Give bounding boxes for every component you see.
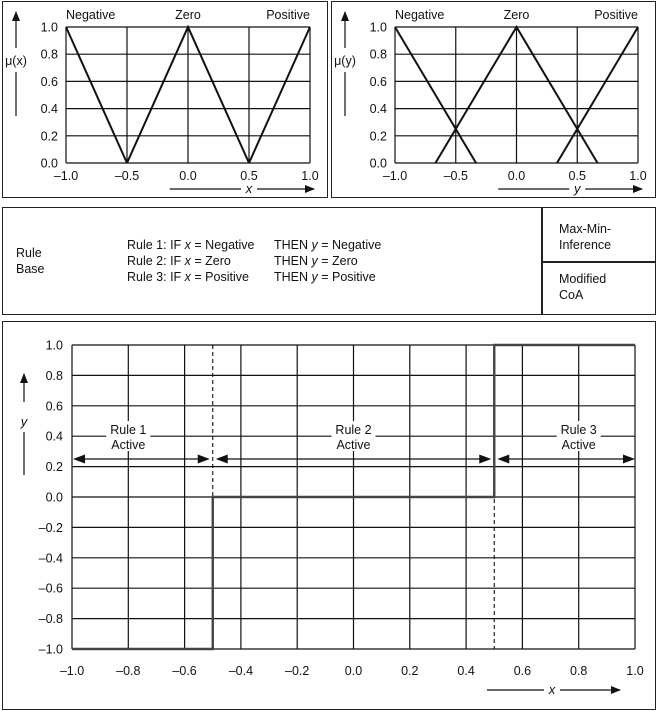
x-tick-label: 0.8 [570,664,588,678]
y-tick-label: 0.4 [45,429,63,444]
x-tick-label: –0.6 [172,664,197,678]
rule-if-var: x [184,270,191,284]
left-arrowhead-icon [497,455,509,464]
defuzz-line2: CoA [559,288,584,302]
x-tick-label: 0.5 [568,169,586,183]
set-label-positive: Positive [594,8,638,22]
rule-if-var: x [184,238,191,252]
x-tick-label: 1.0 [629,169,647,183]
rule-then-value: = Positive [317,270,376,284]
y-tick-label: 0.6 [45,399,63,414]
x-tick-label: –0.2 [285,664,310,678]
annotation-label-line2: Active [111,438,146,452]
x-tick-label: –1.0 [382,169,408,183]
y-tick-label: 0.8 [40,47,58,62]
y-tick-label: –1.0 [38,642,63,657]
y-tick-label: 0.2 [40,129,58,144]
y-tick-label: –0.4 [38,551,63,566]
membership-curve-negative [66,27,127,163]
y-tick-label: 0.0 [40,156,58,171]
membership-curve-positive [557,27,638,163]
x-tick-label: –1.0 [53,169,79,183]
membership-curve-positive [249,27,310,163]
x-tick-label: 0.0 [507,169,526,183]
left-arrowhead-icon [73,455,85,464]
set-label-zero: Zero [503,8,530,22]
y-tick-label: –0.2 [38,520,63,535]
y-tick-label: 1.0 [40,20,58,35]
annotation-label-line2: Active [561,438,596,452]
y-tick-label: 0.6 [40,74,58,89]
right-arrowhead-icon [198,455,210,464]
rule-base-title-line1: Rule [16,246,42,260]
y-tick-label: 0.4 [40,102,58,117]
y-tick-label: 0.2 [45,460,63,475]
left-arrowhead-icon [216,455,228,464]
set-label-negative: Negative [395,8,445,22]
rule-then-prefix: THEN [274,270,312,284]
x-axis-label: y [574,181,581,196]
right-arrowhead-icon [623,455,635,464]
set-label-zero: Zero [175,8,201,22]
y-tick-label: 0.4 [369,102,387,117]
controller-characteristic-chart [20,339,644,698]
y-tick-label: 0.8 [369,47,387,62]
membership-curve-negative [395,27,476,163]
right-arrowhead-icon [479,455,491,464]
x-tick-label: 0.0 [344,664,363,678]
y-tick-label: 1.0 [369,20,387,35]
inference-line1: Max-Min- [559,222,612,236]
rule-then-value: = Negative [317,238,382,252]
input-membership-chart [5,8,319,196]
y-tick-label: 1.0 [45,338,63,353]
annotation-label-line1: Rule 3 [560,423,597,437]
set-label-negative: Negative [66,8,116,22]
x-tick-label: 0.6 [513,664,532,678]
x-tick-label: 0.5 [240,169,258,183]
y-axis-label: μ(y) [334,54,356,68]
rule-if-prefix: Rule 1: IF [127,238,185,252]
y-tick-label: 0.8 [45,368,63,383]
x-tick-label: –0.4 [228,664,254,678]
rule-then-var: y [311,254,318,268]
y-axis-label: μ(x) [5,54,27,68]
rule-then-var: y [311,238,318,252]
y-tick-label: –0.6 [38,581,63,596]
rule-if-prefix: Rule 3: IF [127,270,185,284]
defuzz-line1: Modified [559,272,607,286]
y-tick-label: 0.6 [369,74,387,89]
annotation-label-line1: Rule 1 [110,423,147,437]
y-tick-label: 0.2 [369,129,387,144]
x-tick-label: 0.0 [179,169,197,183]
x-axis-label: x [548,682,556,697]
x-axis-label: x [245,181,253,196]
x-tick-label: 0.4 [457,664,475,678]
x-tick-label: –0.5 [443,169,468,183]
annotation-label-line2: Active [336,438,371,452]
x-tick-label: 0.2 [401,664,419,678]
rule-if-value: = Zero [190,254,231,268]
rule-if-value: = Negative [190,238,255,252]
x-tick-label: –0.8 [116,664,141,678]
rule-if-value: = Positive [190,270,249,284]
y-axis-label: y [20,414,28,429]
rule-then-value: = Zero [317,254,358,268]
rule-then-prefix: THEN [274,238,312,252]
rule-if-var: x [184,254,191,268]
x-tick-label: 1.0 [626,664,644,678]
x-tick-label: 1.0 [301,169,319,183]
annotation-label-line1: Rule 2 [335,423,372,437]
y-tick-label: 0.0 [369,156,387,171]
x-tick-label: –1.0 [59,664,85,678]
rule-then-prefix: THEN [274,254,312,268]
y-tick-label: 0.0 [45,490,63,505]
inference-line2: Inference [559,238,612,252]
x-tick-label: –0.5 [114,169,140,183]
y-tick-label: –0.8 [38,612,63,627]
output-membership-chart [334,8,647,196]
rule-if-prefix: Rule 2: IF [127,254,185,268]
rule-then-var: y [311,270,318,284]
set-label-positive: Positive [266,8,310,22]
rule-base-title-line2: Base [16,262,45,276]
